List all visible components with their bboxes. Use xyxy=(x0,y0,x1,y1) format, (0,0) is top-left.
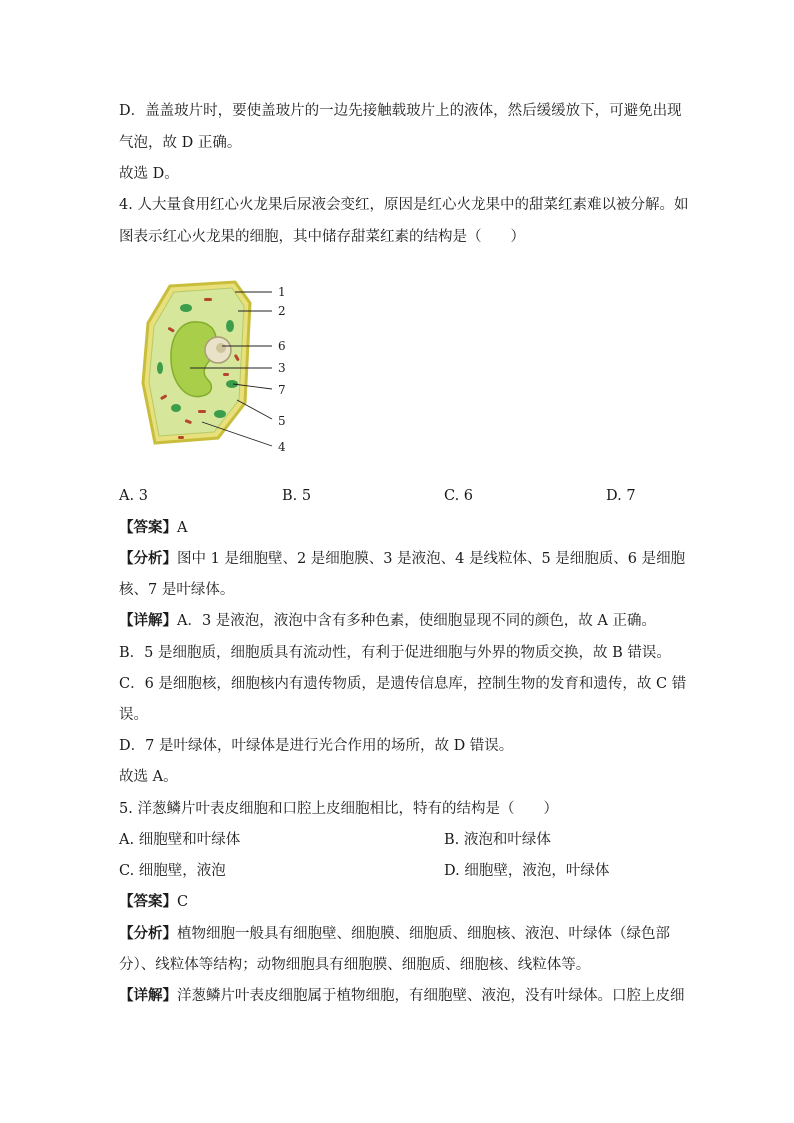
q4-option-d: D. 7 xyxy=(606,488,636,504)
q5-analysis-line2: 分）、线粒体等结构；动物细胞具有细胞膜、细胞质、细胞核、线粒体等。 xyxy=(119,957,591,973)
detail-text: A．3 是液泡，液泡中含有多种色素，使细胞显现不同的颜色，故 A 正确。 xyxy=(177,613,656,629)
q4-option-c: C. 6 xyxy=(444,488,474,504)
q3-option-d-line1: D．盖盖玻片时，要使盖玻片的一边先接触载玻片上的液体，然后缓缓放下，可避免出现 xyxy=(119,103,682,119)
q3-option-d-line2: 气泡，故 D 正确。 xyxy=(119,135,242,151)
mitochondrion-shape xyxy=(178,436,184,439)
q5-option-a: A. 细胞壁和叶绿体 xyxy=(119,832,241,848)
mitochondrion-shape xyxy=(223,373,229,376)
label-4: 4 xyxy=(278,440,286,454)
q4-option-a: A. 3 xyxy=(119,488,148,504)
analysis-tag: 【分析】 xyxy=(119,550,177,567)
mitochondrion-shape xyxy=(198,410,206,413)
q4-detail-c2: 误。 xyxy=(119,707,148,723)
label-1: 1 xyxy=(278,285,286,299)
q4-stem-line2: 图表示红心火龙果的细胞，其中储存甜菜红素的结构是（ ） xyxy=(119,229,525,245)
chloroplast-shape xyxy=(214,410,226,418)
q4-stem-line1: 4. 人大量食用红心火龙果后尿液会变红，原因是红心火龙果中的甜菜红素难以被分解。如 xyxy=(119,197,689,213)
label-2: 2 xyxy=(278,304,286,318)
q3-select: 故选 D。 xyxy=(119,166,179,182)
q5-option-b: B. 液泡和叶绿体 xyxy=(444,832,551,848)
answer-value: A xyxy=(177,520,188,536)
answer-tag: 【答案】 xyxy=(119,519,177,536)
q5-analysis-line1 xyxy=(119,924,670,944)
q5-option-c: C. 细胞壁，液泡 xyxy=(119,863,226,879)
q5-stem: 5. 洋葱鳞片叶表皮细胞和口腔上皮细胞相比，特有的结构是（ ） xyxy=(119,801,558,817)
mitochondrion-shape xyxy=(204,298,212,301)
q5-option-d: D. 细胞壁，液泡，叶绿体 xyxy=(444,863,610,879)
q4-option-b: B. 5 xyxy=(282,488,312,504)
detail-tag: 【详解】 xyxy=(119,612,177,629)
q4-detail-b: B．5 是细胞质，细胞质具有流动性，有利于促进细胞与外界的物质交换，故 B 错误。 xyxy=(119,645,671,661)
detail-tag: 【详解】 xyxy=(119,987,177,1004)
label-7: 7 xyxy=(278,383,286,397)
q5-answer xyxy=(119,892,188,912)
answer-value: C xyxy=(177,894,189,910)
q4-detail-c1: C．6 是细胞核，细胞核内有遗传物质，是遗传信息库，控制生物的发育和遗传，故 C 错 xyxy=(119,676,687,692)
analysis-tag: 【分析】 xyxy=(119,925,177,942)
analysis-text: 图中 1 是细胞壁、2 是细胞膜、3 是液泡、4 是线粒体、5 是细胞质、6 是细胞 xyxy=(177,551,686,567)
q4-answer xyxy=(119,518,187,538)
label-5: 5 xyxy=(278,414,286,428)
nucleolus-shape xyxy=(216,343,226,353)
chloroplast-shape xyxy=(226,320,234,332)
q4-detail-a xyxy=(119,611,656,631)
q4-detail-d: D．7 是叶绿体，叶绿体是进行光合作用的场所，故 D 错误。 xyxy=(119,738,514,754)
q4-select: 故选 A。 xyxy=(119,769,178,785)
chloroplast-shape xyxy=(171,404,181,412)
q5-detail-line1 xyxy=(119,986,685,1006)
plant-cell-figure xyxy=(140,278,300,458)
label-3: 3 xyxy=(278,361,286,375)
analysis-text: 植物细胞一般具有细胞壁、细胞膜、细胞质、细胞核、液泡、叶绿体（绿色部 xyxy=(177,926,670,942)
q4-analysis-line2: 核、7 是叶绿体。 xyxy=(119,582,235,598)
q4-analysis-line1 xyxy=(119,549,685,569)
label-6: 6 xyxy=(278,339,286,353)
detail-text: 洋葱鳞片叶表皮细胞属于植物细胞，有细胞壁、液泡，没有叶绿体。口腔上皮细 xyxy=(177,988,685,1004)
answer-tag: 【答案】 xyxy=(119,893,177,910)
chloroplast-shape xyxy=(180,304,192,312)
chloroplast-shape xyxy=(157,362,163,374)
